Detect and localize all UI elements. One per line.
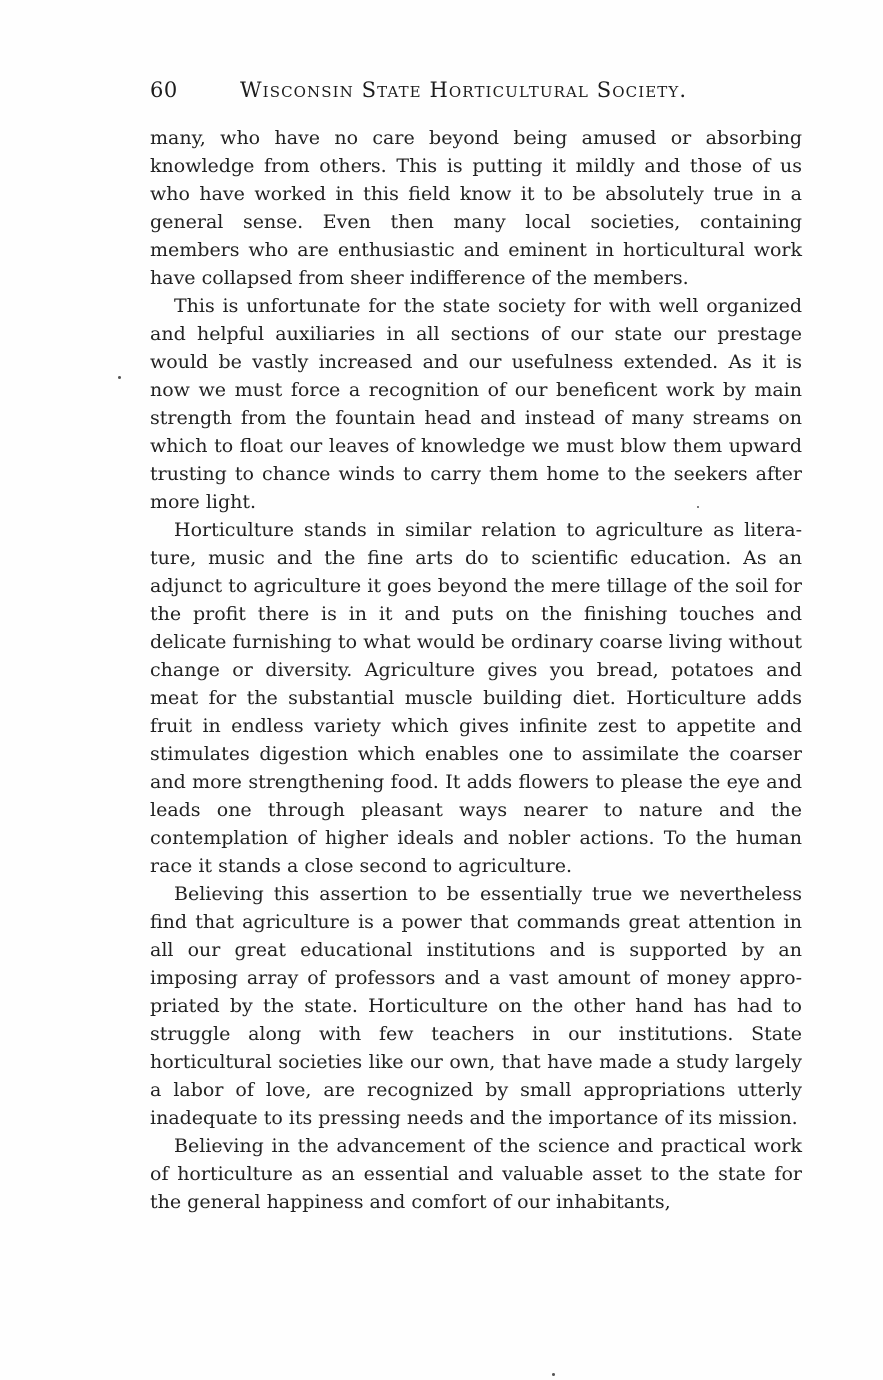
paragraph-horticulture-relation: Horticulture stands in similar relation to agriculture as literature, music and the fine arts do to scientific education. As an adjunct to agriculture it goes beyond the mere tillage of the soil for the profit there is in it and puts on the finishing touches and delicate furnishing to what would be ordinary coarse living without change or diversity. Agriculture gives you bread, potatoes and meat for the substantial muscle building diet. Horticulture adds fruit in endless variety which gives infinite zest to appetite and stimulates digestion which enables one to assimilate the coarser and more strengthening food. It adds flowers to please the eye and leads one through pleasant ways nearer to nature and the contemplation of higher ideals and nobler actions. To the human race it stands a close second to agriculture. xyxy=(150,519,802,877)
scan-speck xyxy=(118,376,121,379)
body-text xyxy=(150,124,802,1216)
paragraph-agriculture-power: Believing this assertion to be essentially true we nevertheless find that agriculture is a power that commands great attention in all our great educational institutions and is supported by an imposing array of professors and a vast amount of money appropriated by the state. Horticulture on the other hand has had to struggle along with few teachers in our institutions. State horticultural societies like our own, that have made a study largely a labor of love, are recognized by small appropriations utterly inadequate to its pressing needs and the importance of its mission. xyxy=(150,883,802,1129)
paragraph-continued: many, who have no care beyond being amused or absorbing knowledge from others. This is putting it mildly and those of us who have worked in this field know it to be absolutely true in a general sense. Even then many local societies, containing members who are enthusiastic and eminent in horticultural work have collapsed from sheer indifference of the members. xyxy=(150,127,802,289)
running-title: Wisconsin State Horticultural Society. xyxy=(240,78,688,102)
page-number: 60 xyxy=(150,78,178,102)
scan-speck xyxy=(697,506,699,508)
paragraph-advancement: Believing in the advancement of the science and practical work of horticulture as an essential and valuable asset to the state for the general happiness and comfort of our inhabitants, xyxy=(150,1135,802,1213)
page-header xyxy=(150,78,802,112)
scan-speck xyxy=(552,1373,555,1376)
paragraph-state-society: This is unfortunate for the state society for with well organized and helpful auxiliaries in all sections of our state our prestage would be vastly increased and our usefulness extended. As it is now we must force a recognition of our beneficent work by main strength from the fountain head and instead of many streams on which to float our leaves of knowledge we must blow them upward trusting to chance winds to carry them home to the seekers after more light. xyxy=(150,295,802,513)
